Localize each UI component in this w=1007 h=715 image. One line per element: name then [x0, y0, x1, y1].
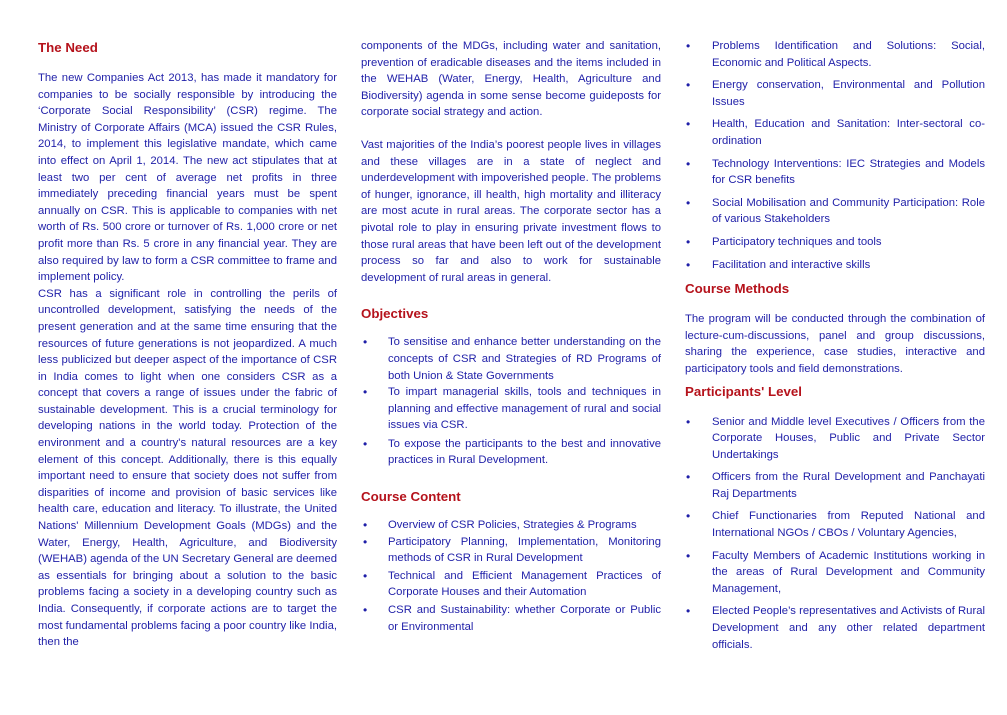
need-paragraph-2: CSR has a significant role in controlling the perils of uncontrolled development, satisfying the needs of the present generation and at the same time ensuring that the resources of future generations is not jeopardized. A much less publicized but deeper aspect of the importance of CSR in India comes to light when one considers CSR as a concept that covers a range of issues under the fabric of sustainable development. This is a crucial terminology for developing nations in the world today. Protection of the environment and a country's natural resources are a key element of this concept. Additionally, there is this equally important need to ensure that society does not suffer from disparities of income and provision of basic services like health care, education and literacy. To illustrate, the United Nations' Millennium Development Goals (MDGs) and the Water, Energy, Health, Agriculture, and Biodiversity (WEHAB) agenda of the UN Secretary General are deemed as essentials for bringing about a solution to the basic problems facing a society in a developing country such as India. Consequently, if corporate actions are to target the most fundamental problems facing a poor country like India, then the: [38, 287, 337, 649]
heading-course-methods: Course Methods: [685, 281, 790, 297]
course-content-list: [361, 517, 661, 635]
list-item: • Energy conservation, Environmental and Pollution Issues: [685, 77, 985, 110]
list-item: • Chief Functionaries from Reputed National and International NGOs / CBOs / Voluntary Agencies,: [685, 508, 985, 541]
need-paragraph-1: The new Companies Act 2013, has made it mandatory for companies to be socially responsible by introducing the ‘Corporate Social Responsibility’ (CSR) regime. The Ministry of Corporate Affairs (MCA) issued the CSR Rules, 2014, to implement this legislative mandate, which came into effect on April 1, 2014. The new act stipulates that at least two per cent of average net profits in three immediately preceding financial years must be spent annually on CSR. This is applicable to companies with net worth of Rs. 500 crore or turnover of Rs. 1,000 crore or net profit more than Rs. 5 crore in any financial year. They are also required by law to form a CSR committee to frame and implement policy.: [38, 72, 337, 284]
heading-the-need: The Need: [38, 40, 98, 55]
heading-objectives: Objectives: [361, 306, 429, 322]
heading-course-content: Course Content: [361, 489, 461, 505]
list-item: • Problems Identification and Solutions: Social, Economic and Political Aspects.: [685, 38, 985, 71]
mdg-paragraph: components of the MDGs, including water and sanitation, prevention of eradicable diseases and the items included in the WEHAB (Water, Energy, Health, Agriculture and Biodiversity) agenda in some sense become guideposts for corporate social strategy and action.: [361, 40, 661, 119]
column-right: [685, 0, 985, 653]
list-item: • Technical and Efficient Management Practices of Corporate Houses and their Automation: [361, 568, 661, 601]
list-item: • Technology Interventions: IEC Strategies and Models for CSR benefits: [685, 156, 985, 189]
list-item: • To impart managerial skills, tools and techniques in planning and effective management of rural and social issues via CSR.: [361, 384, 661, 434]
list-item: • Officers from the Rural Development and Panchayati Raj Departments: [685, 469, 985, 502]
rural-paragraph: Vast majorities of the India’s poorest people lives in villages and these villages are in a state of neglect and underdevelopment with impoverished people. The problems of hunger, ignorance, ill health, high mortality and illiteracy are most acute in rural areas. The corporate sector has a pivotal role to play in ensuring private investment flows to those rural areas that have been left out of the development process so far and also to work for sustainable development of rural areas in general.: [361, 138, 661, 284]
list-item: • To expose the participants to the best and innovative practices in Rural Development.: [361, 436, 661, 469]
course-content-list-continued: [685, 38, 985, 273]
list-item: • CSR and Sustainability: whether Corporate or Public or Environmental: [361, 602, 661, 635]
methods-paragraph: The program will be conducted through the combination of lecture-cum-discussions, panel and group discussions, sharing the experience, case studies, interactive and participatory tools and field demonstrations.: [685, 313, 985, 375]
objectives-list: [361, 334, 661, 469]
list-item: • Faculty Members of Academic Institutions working in the areas of Rural Development and Community Management,: [685, 548, 985, 598]
heading-participants-level: Participants' Level: [685, 383, 802, 399]
list-item: • Participatory Planning, Implementation, Monitoring methods of CSR in Rural Development: [361, 534, 661, 567]
list-item: • Social Mobilisation and Community Participation: Role of various Stakeholders: [685, 195, 985, 228]
list-item: • Health, Education and Sanitation: Inter-sectoral co-ordination: [685, 116, 985, 149]
list-item: • Participatory techniques and tools: [685, 234, 985, 251]
list-item: • Facilitation and interactive skills: [685, 257, 985, 274]
list-item: • Senior and Middle level Executives / Officers from the Corporate Houses, Public and Private Sector Undertakings: [685, 414, 985, 464]
participants-list: [685, 414, 985, 654]
list-item: • To sensitise and enhance better understanding on the concepts of CSR and Strategies of RD Programs of both Union & State Governments: [361, 334, 661, 384]
column-left: [38, 0, 337, 651]
list-item: • Overview of CSR Policies, Strategies & Programs: [361, 517, 661, 534]
column-middle: [361, 0, 661, 635]
list-item: • Elected People’s representatives and Activists of Rural Development and any other related department officials.: [685, 603, 985, 653]
